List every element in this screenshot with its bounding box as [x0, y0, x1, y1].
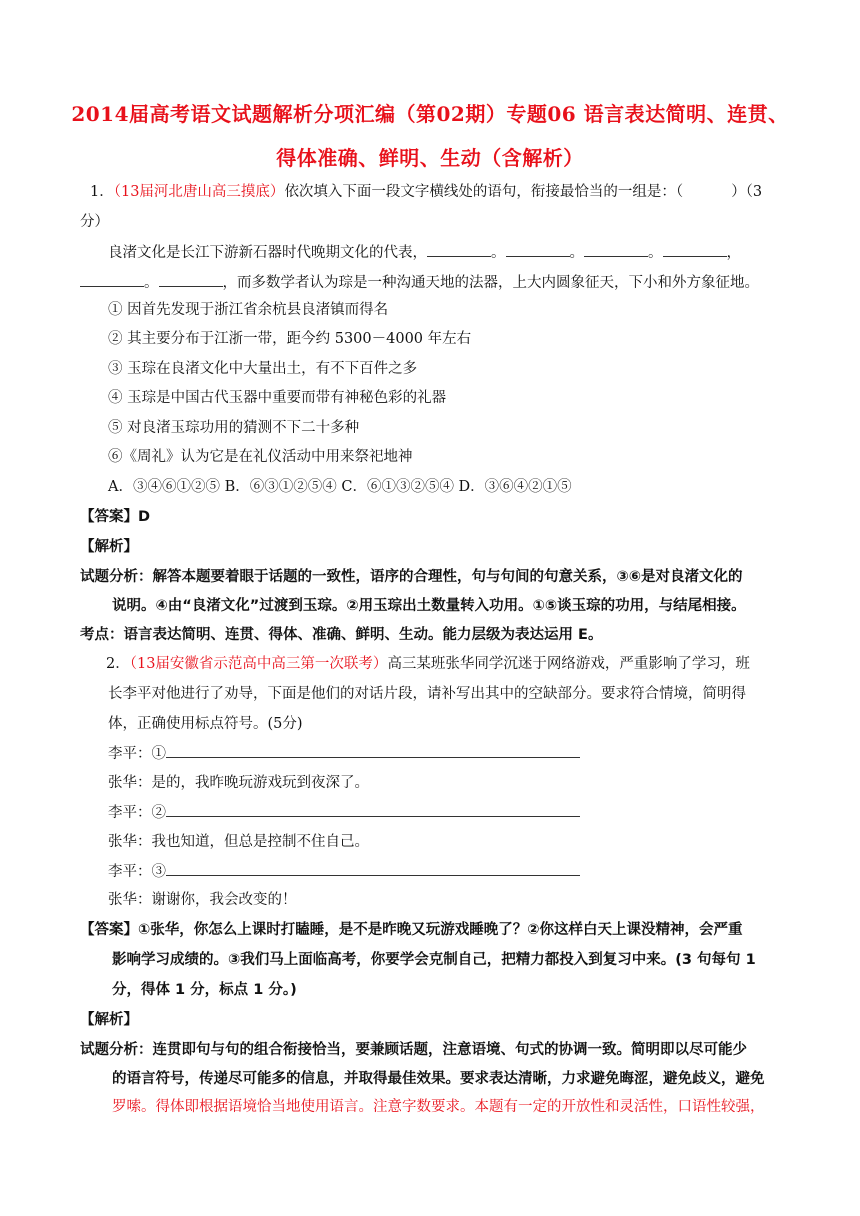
- dialog-text: 是的，我昨晚玩游戏玩到夜深了。: [151, 775, 369, 791]
- q2-answer-line-2: 影响学习成绩的。③我们马上面临高考，你要学会克制自己，把精力都投入到复习中来。(3 句每句 1: [112, 952, 756, 968]
- q1-stem-text: 依次填入下面一段文字横线处的语句，衔接最恰当的一组是：（: [284, 184, 684, 200]
- dialog-marker: ②: [151, 805, 166, 821]
- dialog-text: 谢谢你，我会改变的！: [151, 892, 297, 908]
- q2-stem-text: 高三某班张华同学沉迷于网络游戏，严重影响了学习，班: [387, 656, 750, 672]
- blank-1: [427, 242, 491, 257]
- q1-analysis-line-1: 试题分析：解答本题要着眼于话题的一致性，语序的合理性，句与句间的句意关系，③⑥是对良渚文化的: [80, 569, 743, 585]
- q2-analysis-line-2: 的语言符号，传递尽可能多的信息，并取得最佳效果。要求表达清晰，力求避免晦涩，避免歧义，避免: [112, 1071, 765, 1087]
- dialog-line-4: [108, 832, 369, 852]
- q1-source: （13届河北唐山高三摸底）: [113, 184, 285, 200]
- answer-text: ①张华，你怎么上课时打瞌睡，是不是昨晚又玩游戏睡晚了？②你这样白天上课没精神，会严重: [138, 922, 743, 938]
- dialog-line-5: [108, 861, 580, 882]
- q1-analysis-label: 【解析】: [80, 539, 138, 555]
- q2-answer-line-1: [80, 920, 743, 940]
- dialog-line-3: [108, 802, 580, 823]
- dialog-marker: ③: [151, 864, 166, 880]
- q1-option-1: ① 因首先发现于浙江省余杭县良渚镇而得名: [108, 302, 389, 318]
- blank-6: [159, 272, 223, 287]
- q2-analysis-line-1: 试题分析：连贯即句与句的组合衔接恰当，要兼顾话题，注意语境、句式的协调一致。简明即以尽可能少: [80, 1042, 747, 1058]
- speaker: 李平：: [108, 805, 152, 821]
- q1-number: 1．: [90, 184, 114, 200]
- q1-passage-start: 良渚文化是长江下游新石器时代晚期文化的代表，: [108, 245, 427, 261]
- q1-stem-score: ）（3: [731, 184, 763, 200]
- q2-stem-line-3: 体，正确使用标点符号。(5分): [108, 716, 303, 732]
- q2-source: （13届安徽省示范高中高三第一次联考）: [129, 656, 388, 672]
- answer-blank-3: [166, 861, 580, 876]
- q1-option-2: ② 其主要分布于江浙一带，距今约 5300－4000 年左右: [108, 331, 472, 347]
- q2-number: 2．: [106, 656, 130, 672]
- sep: ，: [726, 245, 741, 261]
- answer-label: 【答案】: [80, 922, 138, 938]
- q1-passage-line-2: [80, 272, 759, 293]
- dialog-marker: ①: [151, 746, 166, 762]
- q1-option-6: ⑥《周礼》认为它是在礼仪活动中用来祭祀地神: [108, 449, 413, 465]
- speaker: 张华：: [108, 892, 152, 908]
- blank-4: [663, 242, 727, 257]
- blank-5: [80, 272, 144, 287]
- q1-passage-end: ，而多数学者认为琮是一种沟通天地的法器，上大内圆象征天，下小和外方象征地。: [222, 275, 759, 291]
- speaker: 李平：: [108, 746, 152, 762]
- sep: 。: [491, 245, 506, 261]
- sep: 。: [144, 275, 159, 291]
- q2-analysis-line-3: 罗嗦。得体即根据语境恰当地使用语言。注意字数要求。本题有一定的开放性和灵活性，口语性较强，: [112, 1099, 765, 1115]
- answer-value: D: [138, 509, 151, 525]
- sep: 。: [648, 245, 663, 261]
- q1-answer: [80, 507, 150, 527]
- q1-analysis-line-2: 说明。④由“良渚文化”过渡到玉琮。②用玉琮出土数量转入功用。①⑤谈玉琮的功用，与结尾相接。: [112, 598, 746, 614]
- q1-kaodian: 考点：语言表达简明、连贯、得体、准确、鲜明、生动。能力层级为表达运用 E。: [80, 627, 603, 643]
- q1-stem: [90, 182, 762, 202]
- dialog-line-2: [108, 773, 369, 793]
- answer-blank-1: [166, 743, 580, 758]
- dialog-line-6: [108, 890, 297, 910]
- title-line-2: 得体准确、鲜明、生动（含解析）: [276, 146, 584, 170]
- q1-option-5: ⑤ 对良渚玉琮功用的猜测不下二十多种: [108, 420, 360, 436]
- sep: 。: [569, 245, 584, 261]
- title-line-1: 2014届高考语文试题解析分项汇编（第02期）专题06 语言表达简明、连贯、: [71, 102, 789, 126]
- q2-stem-line-2: 长李平对他进行了劝导，下面是他们的对话片段，请补写出其中的空缺部分。要求符合情境，简明得: [108, 686, 746, 702]
- blank-3: [584, 242, 648, 257]
- q1-choices: A．③④⑥①②⑤ B．⑥③①②⑤④ C．⑥①③②⑤④ D．③⑥④②①⑤: [108, 479, 572, 495]
- blank-2: [506, 242, 570, 257]
- q1-option-3: ③ 玉琮在良渚文化中大量出土，有不下百件之多: [108, 361, 418, 377]
- q1-passage-line-1: [108, 242, 741, 263]
- q2-stem: [106, 654, 750, 674]
- q1-stem-cont: 分）: [80, 214, 109, 230]
- answer-label: 【答案】: [80, 509, 138, 525]
- q1-option-4: ④ 玉琮是中国古代玉器中重要而带有神秘色彩的礼器: [108, 390, 447, 406]
- answer-blank-2: [166, 802, 580, 817]
- dialog-line-1: [108, 743, 580, 764]
- speaker: 李平：: [108, 864, 152, 880]
- dialog-text: 我也知道，但总是控制不住自己。: [151, 834, 369, 850]
- q2-analysis-label: 【解析】: [80, 1012, 138, 1028]
- speaker: 张华：: [108, 834, 152, 850]
- q2-answer-line-3: 分，得体 1 分，标点 1 分。): [112, 982, 297, 998]
- speaker: 张华：: [108, 775, 152, 791]
